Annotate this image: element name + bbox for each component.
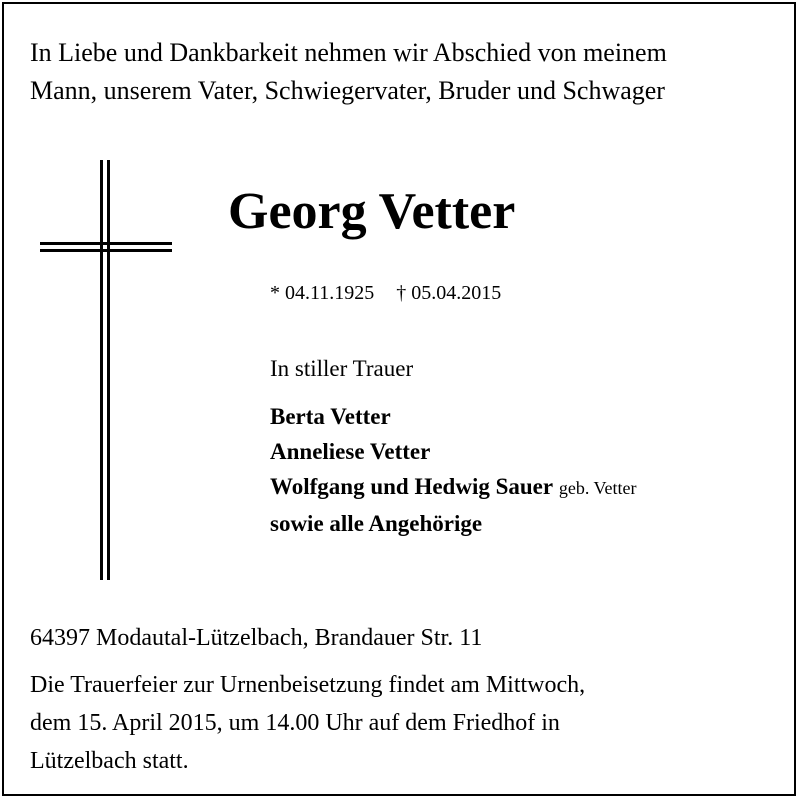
mourning-intro: In stiller Trauer [270, 356, 414, 381]
mourner-name: sowie alle Angehörige [270, 511, 483, 536]
mourner [270, 399, 637, 434]
mourner-name: Wolfgang und Hedwig Sauer [270, 474, 554, 499]
mourner-name: Anneliese Vetter [270, 439, 431, 464]
mourner [270, 434, 637, 469]
mourner-name: Berta Vetter [270, 404, 391, 429]
intro-line-1: In Liebe und Dankbarkeit nehmen wir Abschied von meinem [30, 38, 667, 67]
ceremony-line-2: dem 15. April 2015, um 14.00 Uhr auf dem Friedhof in [30, 710, 560, 736]
obituary-notice [2, 2, 796, 796]
ceremony-line-3: Lützelbach statt. [30, 748, 189, 774]
intro-text [30, 34, 667, 110]
ceremony-line-1: Die Trauerfeier zur Urnenbeisetzung findet am Mittwoch, [30, 672, 586, 698]
intro-line-2: Mann, unserem Vater, Schwiegervater, Bruder und Schwager [30, 76, 665, 105]
deceased-name: Georg Vetter [228, 183, 516, 240]
birth-date: * 04.11.1925 [270, 282, 375, 304]
death-date: † 05.04.2015 [396, 282, 502, 304]
cross-icon [40, 160, 172, 580]
mourner [270, 506, 637, 541]
address: 64397 Modautal-Lützelbach, Brandauer Str. 11 [30, 625, 483, 651]
ceremony-info [30, 666, 585, 780]
mourner [270, 469, 637, 506]
mourners-list [270, 399, 637, 541]
life-dates [270, 279, 501, 307]
maiden-name-note: geb. Vetter [558, 478, 637, 498]
